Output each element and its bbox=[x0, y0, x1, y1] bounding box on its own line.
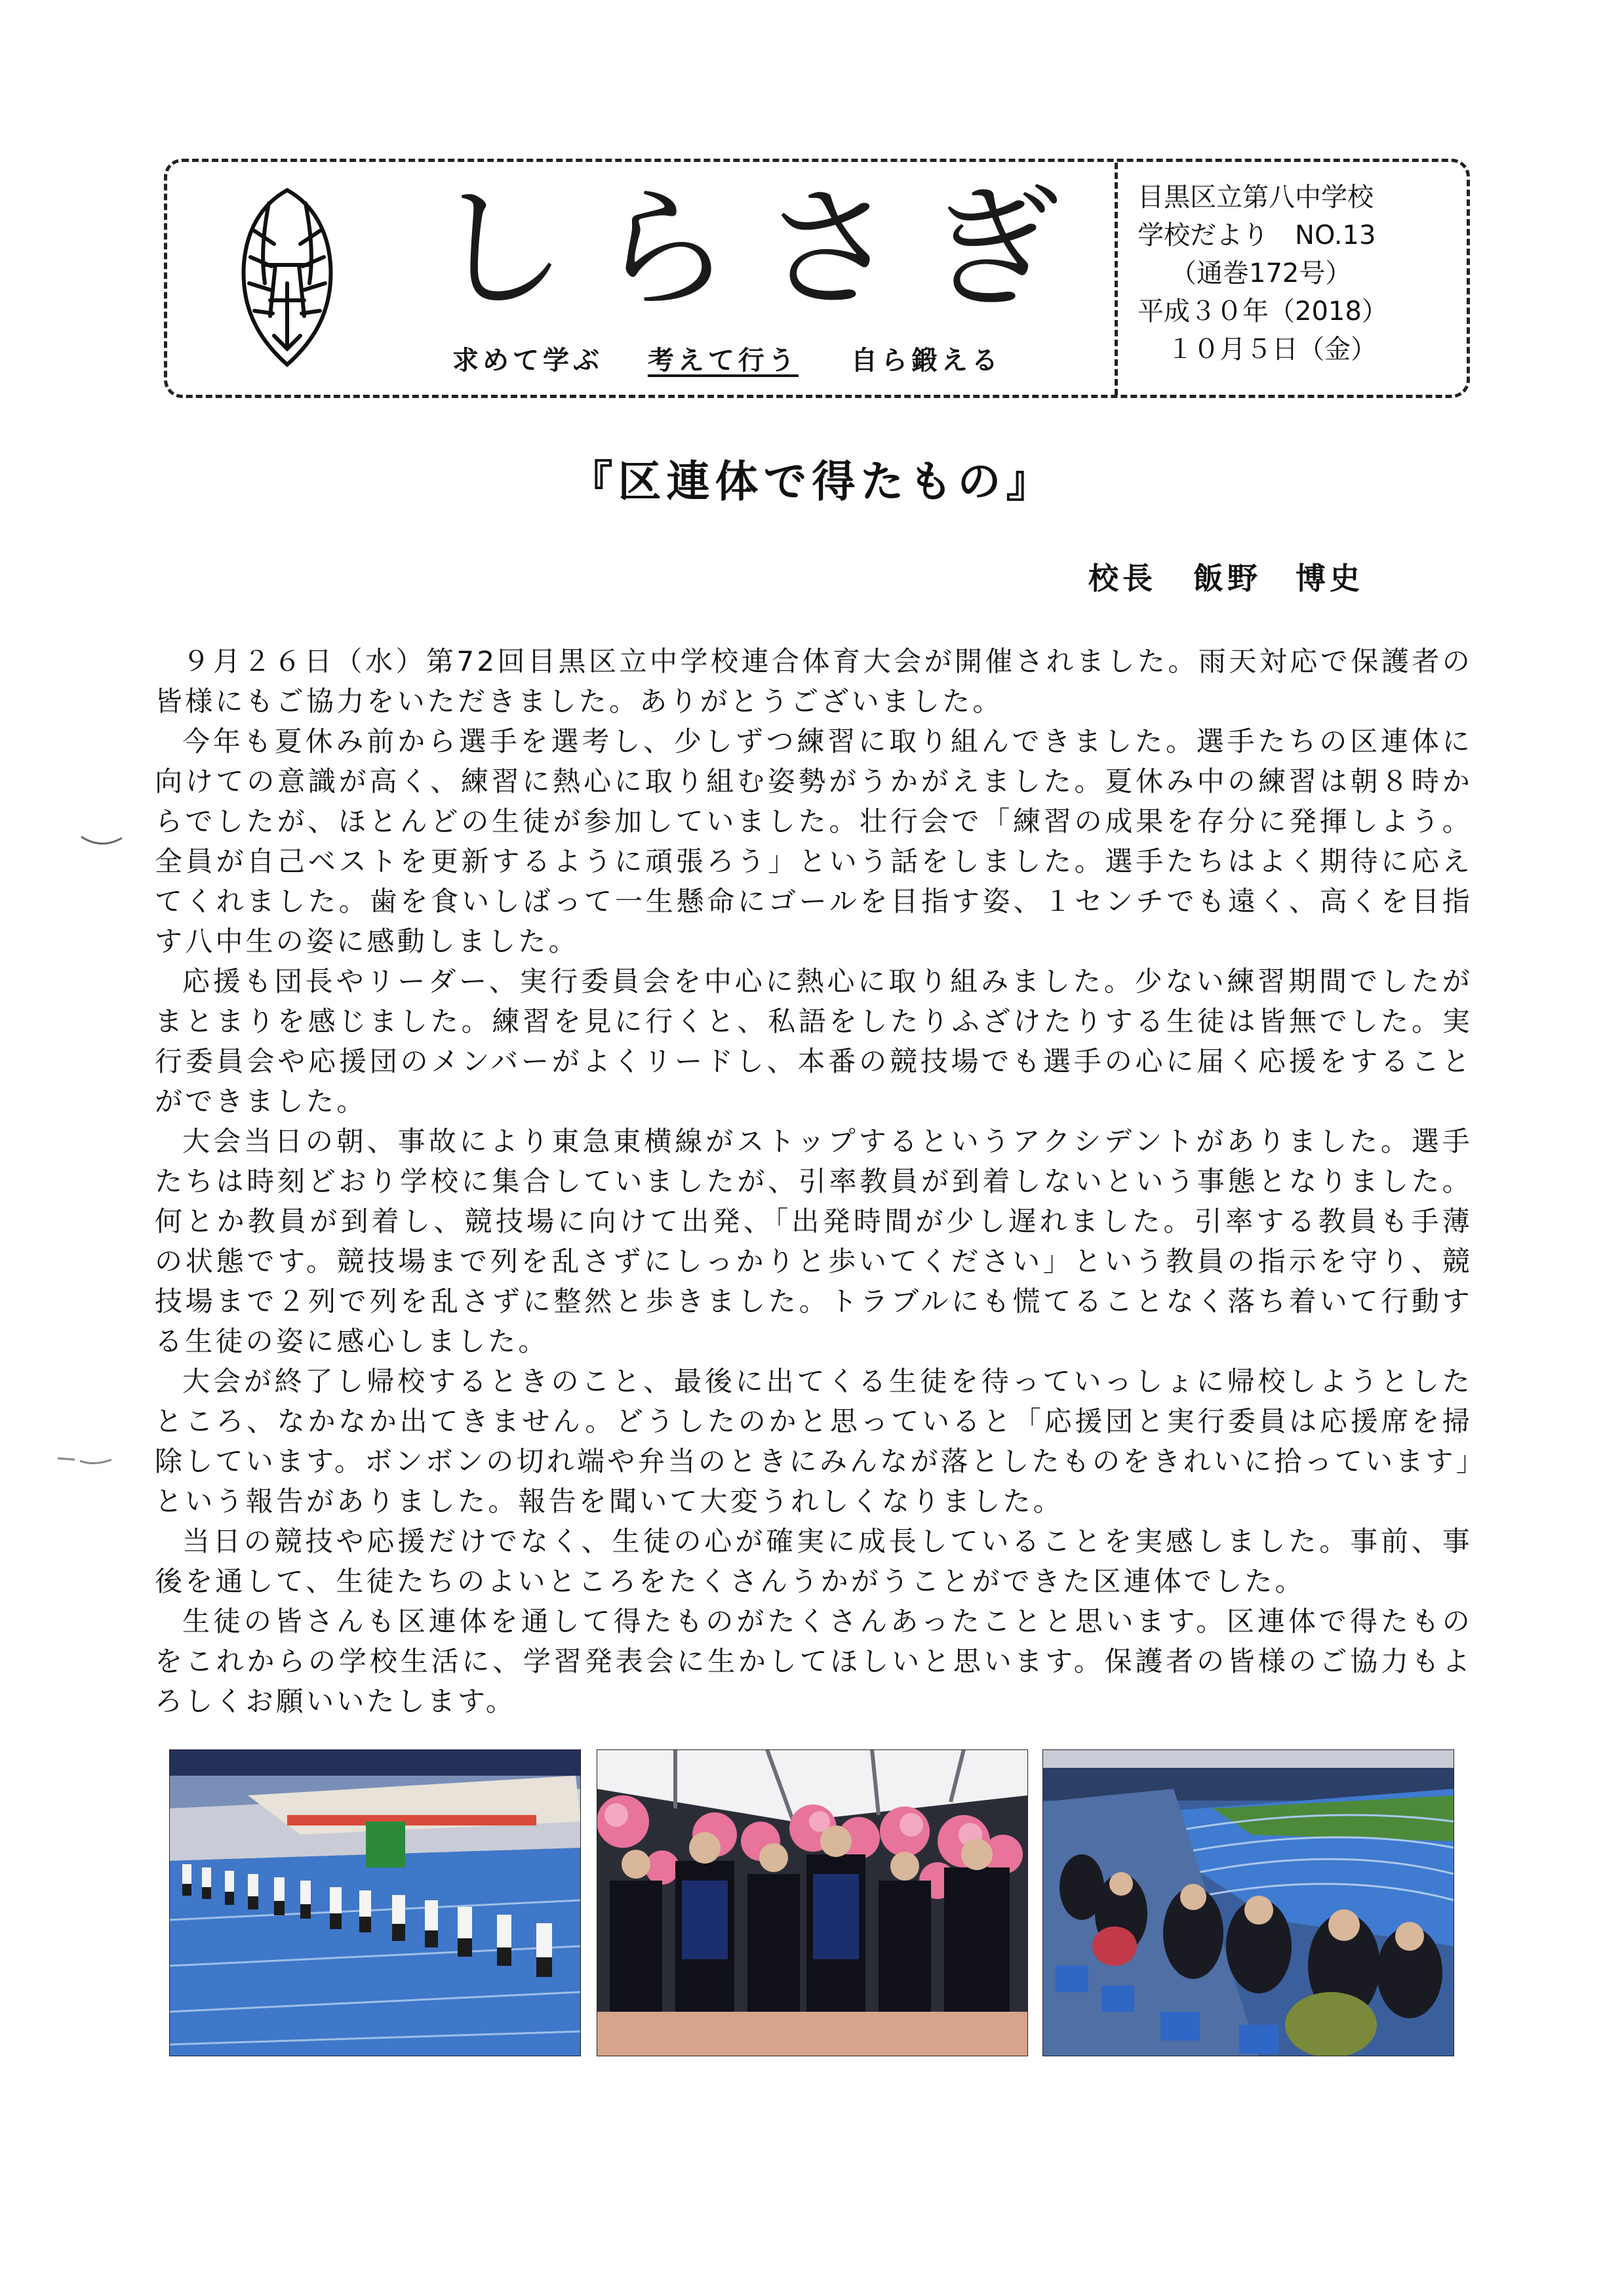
article-title: 『区連体で得たもの』 bbox=[569, 456, 1055, 507]
article-paragraph: 応援も団長やリーダー、実行委員会を中心に熱心に取り組みました。少ない練習期間でしたがまとまりを感じました。練習を見に行くと、私語をしたりふざけたりする生徒は皆無でした。実行委員会や応援団のメンバーがよくリードし、本番の競技場でも選手の心に届く応援をすることができました。 bbox=[155, 965, 1473, 1117]
article-paragraph: ９月２６日（水）第72回目黒区立中学校連合体育大会が開催されました。雨天対応で保護者の皆様にもご協力をいただきました。ありがとうございました。 bbox=[155, 645, 1473, 717]
scan-mark bbox=[79, 831, 125, 851]
school-emblem-icon bbox=[235, 185, 340, 370]
newsletter-issue: 学校だより NO.13 bbox=[1138, 220, 1376, 250]
photo-cheering-squad bbox=[597, 1749, 1028, 2056]
newsletter-title: しらさぎ bbox=[433, 171, 1091, 327]
cumulative-issue: （通巻172号） bbox=[1170, 258, 1352, 289]
article-paragraph: 当日の競技や応援だけでなく、生徒の心が確実に成長していることを実感しました。事前、事後を通して、生徒たちのよいところをたくさんうかがうことができた区連体でした。 bbox=[155, 1525, 1473, 1597]
author-name: 飯野 博史 bbox=[1193, 561, 1364, 596]
article-paragraph: 今年も夏休み前から選手を選考し、少しずつ練習に取り組んできました。選手たちの区連体に向けての意識が高く、練習に熱心に取り組む姿勢がうかがえました。夏休み中の練習は朝８時からでしたが、ほとんどの生徒が参加していました。壮行会で「練習の成果を存分に発揮しよう。全員が自己ベストを更新するように頑張ろう」という話をしました。選手たちはよく期待に応えてくれました。歯を食いしばって一生懸命にゴールを目指す姿、１センチでも遠く、高くを目指す八中生の姿に感動しました。 bbox=[155, 725, 1473, 957]
article-paragraph: 大会当日の朝、事故により東急東横線がストップするというアクシデントがありました。選手たちは時刻どおり学校に集合していましたが、引率教員が到着しないという事態となりました。何とか教員が到着し、競技場に向けて出発、「出発時間が少し遅れました。引率する教員も手薄の状態です。競技場まで列を乱さずにしっかりと歩いてください」という教員の指示を守り、競技場まで２列で列を乱さずに整然と歩きました。トラブルにも慌てることなく落ち着いて行動する生徒の姿に感心しました。 bbox=[155, 1125, 1473, 1357]
article-paragraph: 生徒の皆さんも区連体を通して得たものがたくさんあったことと思います。区連体で得たものをこれからの学校生活に、学習発表会に生かしてほしいと思います。保護者の皆様のご協力もよろしくお願いいたします。 bbox=[155, 1605, 1473, 1717]
photo-relay-runners bbox=[169, 1749, 581, 2056]
photo-spectator-stands bbox=[1042, 1749, 1454, 2056]
author-role: 校長 bbox=[1088, 561, 1157, 596]
issue-info bbox=[1138, 178, 1452, 369]
issue-year: 平成３０年（2018） bbox=[1138, 296, 1388, 327]
issue-date: １０月５日（金） bbox=[1167, 334, 1377, 365]
scan-mark bbox=[55, 1452, 114, 1471]
article-paragraph: 大会が終了し帰校するときのこと、最後に出てくる生徒を待っていっしょに帰校しようとしたところ、なかなか出てきません。どうしたのかと思っていると「応援団と実行委員は応援席を掃除しています。ボンボンの切れ端や弁当のときにみんなが落としたものをきれいに拾っています」という報告がありました。報告を聞いて大変うれしくなりました。 bbox=[155, 1365, 1473, 1517]
masthead-divider bbox=[1115, 163, 1118, 395]
motto-item: 自ら鍛える bbox=[850, 346, 1002, 376]
author-byline bbox=[1088, 559, 1364, 598]
school-name: 目黒区立第八中学校 bbox=[1138, 182, 1374, 212]
article-body bbox=[155, 641, 1473, 1721]
school-motto bbox=[452, 341, 1002, 380]
motto-item: 求めて学ぶ bbox=[452, 346, 603, 376]
motto-item: 考えて行う bbox=[647, 346, 799, 376]
